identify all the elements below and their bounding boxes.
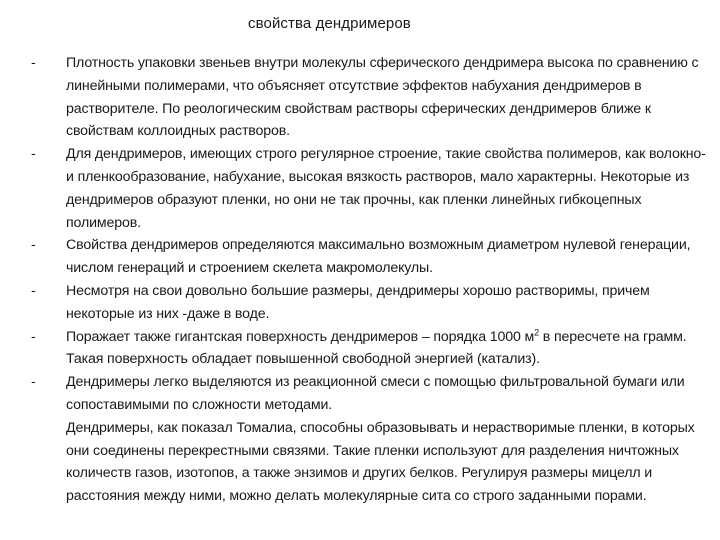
bullet-dash: - [31,146,36,163]
list-item-diameter [0,234,720,280]
list-item-packing-density [0,52,720,143]
list-item-surface-area [0,326,720,372]
text-before-superscript: Поражает также гигантская поверхность дендримеров – порядка 1000 м [66,328,535,345]
list-item-text: Для дендримеров, имеющих строго регулярное строение, такие свойства полимеров, как волокно- и пленкообразование, набухание, высокая вязкость растворов, мало характерны. Некоторые из дендримеров образуют пленки, но они не так прочны, как пленки линейных гибкоцепных полимеров. [66,146,706,231]
page-title: свойства дендримеров [248,15,411,32]
property-list [0,52,720,508]
list-item-text: Свойства дендримеров определяются максимально возможным диаметром нулевой генерации, числом генераций и строением скелета макромолекулы. [66,237,691,277]
text-after-superscript: в пересчете на грамм. Такая поверхность обладает повышенной свободной энергией (катализ). [66,328,687,368]
superscript-exponent: 2 [534,326,540,337]
bullet-dash: - [31,282,36,299]
bullet-dash: - [31,374,36,391]
list-item-solubility [0,280,720,326]
list-item-isolation [0,371,720,417]
list-item-regular-structure [0,143,720,234]
bullet-dash: - [31,237,36,254]
list-item-text [66,326,714,372]
list-item-text: Дендримеры легко выделяются из реакционной смеси с помощью фильтровальной бумаги или сопоставимыми по сложности методами. [66,374,685,413]
list-item-tomalia-films [0,417,720,508]
list-item-text: Несмотря на свои довольно большие размеры, дендримеры хорошо растворимы, причем некоторые из них -даже в воде. [66,282,650,322]
list-item-text: Дендримеры, как показал Томалиа, способны образовывать и нерастворимые пленки, в которых они соединены перекрестными связями. Такие пленки используют для разделения ничтожных количеств газов, изотопов, а также энзимов и других белков. Регулируя размеры мицелл и расстояния между ними, можно делать молекулярные сита со строго заданными порами. [66,419,695,505]
bullet-dash: - [31,55,36,71]
list-item-text: Плотность упаковки звеньев внутри молекулы сферического дендримера высока по сравнению с линейными полимерами, что объясняет отсутствие эффектов набухания дендримеров в растворителе. По реологическим свойствам растворы сферических дендримеров ближе к свойствам коллоидных растворов. [66,55,699,140]
bullet-dash: - [31,328,36,345]
